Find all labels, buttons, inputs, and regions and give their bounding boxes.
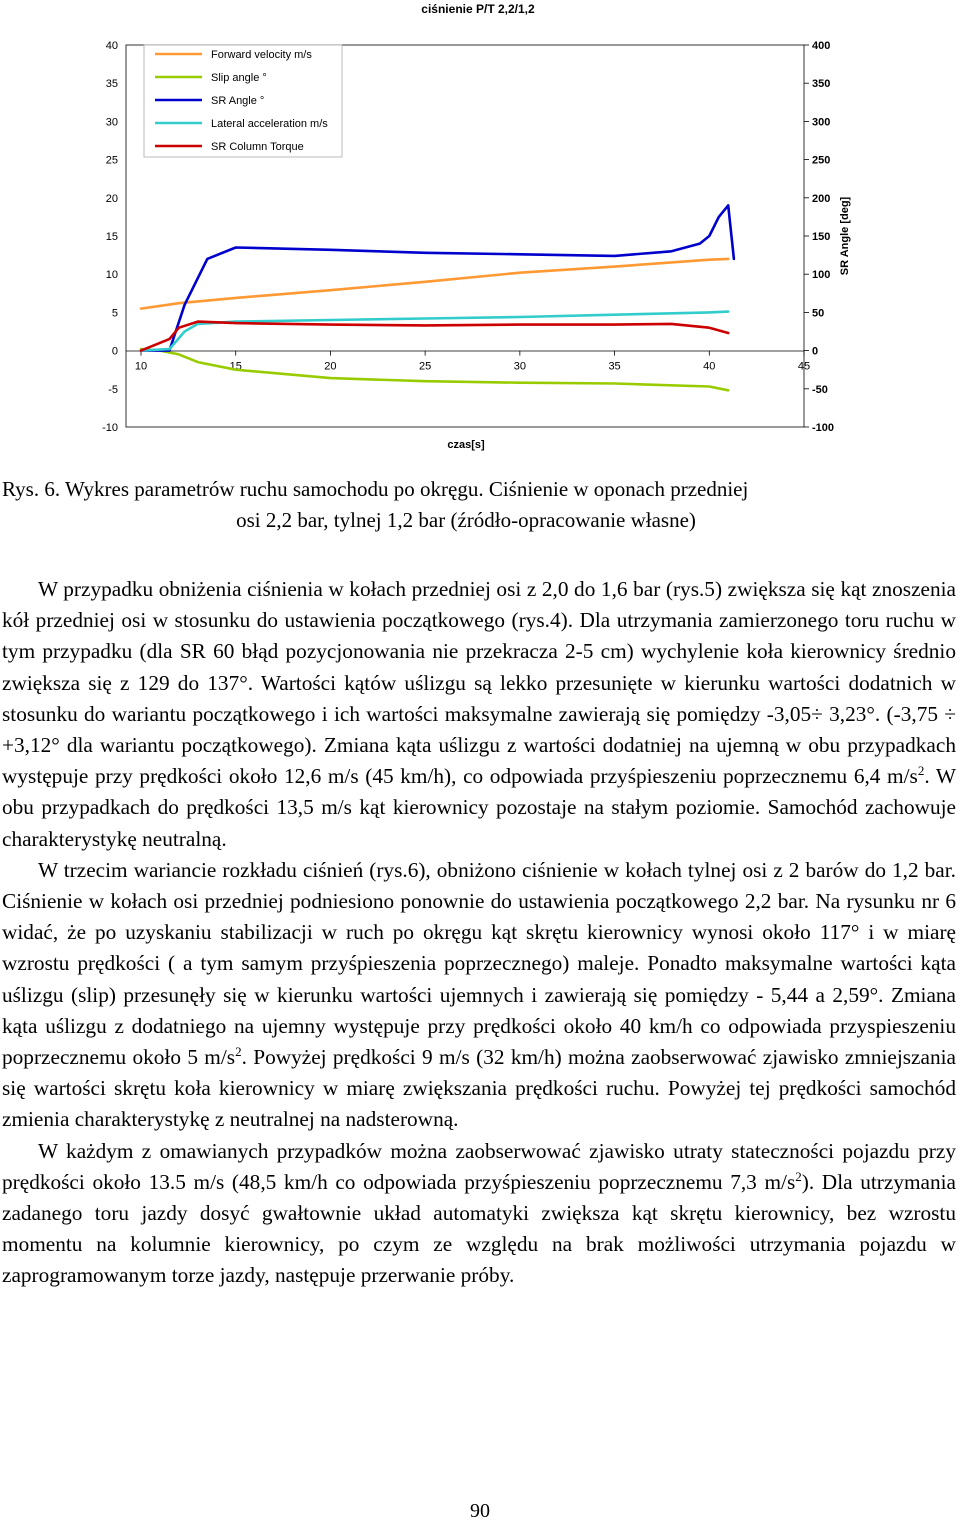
- paragraph-3-superscript: 2: [795, 1168, 802, 1184]
- y-left-tick-label: 0: [111, 345, 118, 358]
- y-right-tick-label: 400: [812, 40, 831, 52]
- caption-line-2: osi 2,2 bar, tylnej 1,2 bar (źródło-opracowanie własne): [236, 508, 696, 532]
- y-left-tick-label: 15: [105, 231, 118, 243]
- legend-label: SR Angle °: [211, 95, 265, 107]
- body-text: [2, 574, 956, 1292]
- caption-line-1: Rys. 6. Wykres parametrów ruchu samochodu po okręgu. Ciśnienie w oponach przedniej: [2, 477, 749, 501]
- x-tick-label: 35: [608, 360, 621, 373]
- legend-label: Lateral acceleration m/s: [211, 118, 328, 130]
- y-left-tick-label: 20: [105, 192, 118, 205]
- y-left-tick-label: -5: [108, 383, 118, 396]
- y-right-tick-label: 250: [812, 154, 831, 167]
- y-left-tick-label: 30: [105, 116, 118, 129]
- y-left-tick-label: 5: [111, 307, 118, 320]
- x-tick-label: 40: [703, 360, 716, 373]
- chart-title: ciśnienie P/T 2,2/1,2: [421, 2, 535, 16]
- legend-label: Slip angle °: [211, 72, 267, 84]
- y-right-tick-label: 50: [812, 307, 825, 320]
- paragraph-1-text: W przypadku obniżenia ciśnienia w kołach przedniej osi z 2,0 do 1,6 bar (rys.5) zwiększa się kąt znoszenia kół przedniej osi w stosunku do ustawienia początkowego (rys.4). Dla utrzymania zamierzonego toru ruchu w tym przypadku (dla SR 60 błąd pozycjonowania nie przekracza 2-5 cm) wychylenie koła kierownicy średnio zwiększa się z 129 do 137°. Wartości kątów uślizgu są lekko przesunięte w kierunku wartości dodatnich w stosunku do wariantu początkowego i ich wartości maksymalne zawierają się pomiędzy -3,05÷ 3,23°. (-3,75 ÷ +3,12° dla wariantu początkowego). Zmiana kąta uślizgu z wartości dodatniej na ujemną w obu przypadkach występuje przy prędkości około 12,6 m/s (45 km/h), co odpowiada przyśpieszeniu poprzecznemu 6,4 m/s: [2, 577, 956, 789]
- paragraph-3-tail: ). Dla utrzymania zadanego toru jazdy dosyć gwałtownie układ automatyki zwiększa kąt skrętu kierownicy, bez wzrostu momentu na kolumnie kierownicy, po czym ze względu na brak możliwości utrzymania pojazdu w zaprogramowanym torze jazdy, następuje przerwanie próby.: [2, 1169, 957, 1288]
- y-right-tick-label: 100: [812, 269, 831, 282]
- y-right-tick-label: -50: [812, 383, 828, 396]
- page-number: 90: [470, 1500, 490, 1522]
- paragraph-2-tail: . Powyżej prędkości 9 m/s (32 km/h) można zaobserwować zjawisko zmniejszania się wartości skrętu koła kierownicy w miarę zwiększania prędkości ruchu. Powyżej tej prędkości samochód zmienia charakterystykę z neutralnej na nadsterowną.: [2, 1045, 956, 1132]
- y-left-tick-label: 10: [105, 269, 118, 282]
- y-left-tick-label: 25: [105, 154, 118, 167]
- paragraph-1-tail: . W obu przypadkach do prędkości 13,5 m/s kąt kierownicy pozostaje na stałym poziomie. Samochód zachowuje charakterystykę neutralną.: [2, 764, 956, 851]
- y-right-tick-labels: [804, 40, 834, 434]
- y-left-tick-label: 40: [105, 40, 118, 52]
- paragraph-2-text: W trzecim wariancie rozkładu ciśnień (rys.6), obniżono ciśnienie w kołach tylnej osi z 2 barów do 1,2 bar. Ciśnienie w kołach osi przedniej podniesiono ponownie do ustawienia początkowego 2,2 bar. Na rysunku nr 6 widać, że po uzyskaniu stabilizacji w ruch po okręgu kąt skrętu kierownicy wynosi około 117° i w miarę wzrostu prędkości ( a tym samym przyśpieszenia poprzecznego) maleje. Ponadto maksymalne wartości kąta uślizgu (slip) przesunęły się w kierunku wartości ujemnych i zawierają się pomiędzy - 5,44 a 2,59°. Zmiana kąta uślizgu z dodatniego na ujemny występuje przy prędkości około 40 km/h co odpowiada przyspieszeniu poprzecznemu około 5 m/s: [2, 857, 956, 1070]
- legend-label: SR Column Torque: [211, 141, 304, 153]
- y-right-tick-label: 200: [812, 192, 831, 205]
- figure-caption: [0, 474, 960, 536]
- y-left-tick-label: -10: [102, 422, 118, 434]
- chart: [0, 0, 960, 470]
- y-right-tick-label: 300: [812, 116, 831, 129]
- paragraph-2-superscript: 2: [235, 1043, 242, 1059]
- y-left-tick-label: 35: [105, 78, 118, 91]
- legend-label: Forward velocity m/s: [211, 49, 312, 61]
- paragraph-3-text: W każdym z omawianych przypadków można zaobserwować zjawisko utraty stateczności pojazdu przy prędkości około 13.5 m/s (48,5 km/h co odpowiada przyśpieszeniu poprzecznemu 7,3 m/s: [2, 1138, 956, 1194]
- x-axis-label: czas[s]: [447, 439, 485, 451]
- x-tick-label: 45: [797, 360, 811, 373]
- y-right-tick-label: -100: [812, 422, 835, 434]
- paragraph-1: [2, 574, 956, 855]
- y-left-tick-labels: [102, 40, 118, 434]
- paragraph-2: [2, 855, 956, 1136]
- x-tick-label: 30: [513, 360, 526, 373]
- x-tick-label: 15: [229, 360, 242, 373]
- paragraph-1-superscript: 2: [917, 763, 925, 779]
- x-tick-label: 20: [324, 360, 337, 373]
- y-right-axis-label: SR Angle [deg]: [839, 196, 851, 276]
- y-right-tick-label: 150: [812, 231, 831, 243]
- paragraph-3: [2, 1136, 956, 1292]
- y-right-tick-label: 350: [812, 78, 831, 91]
- x-tick-label: 10: [134, 360, 148, 373]
- y-right-tick-label: 0: [812, 345, 819, 358]
- x-tick-label: 25: [419, 360, 432, 373]
